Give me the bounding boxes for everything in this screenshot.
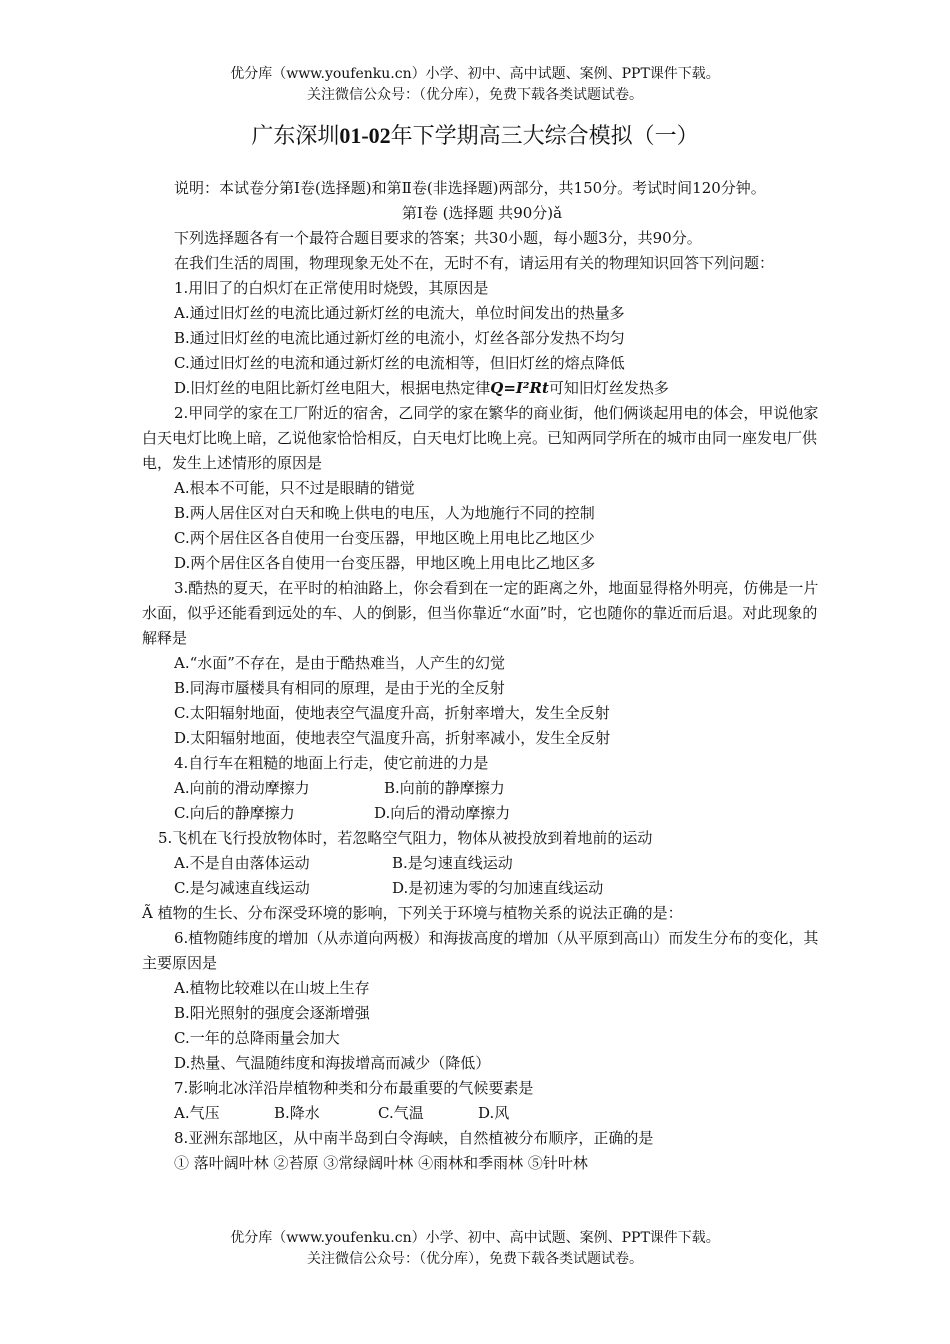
section-title: 第Ⅰ卷 (选择题 共90分)ǎ xyxy=(401,204,563,222)
q1-option-d-text: D.旧灯丝的电阻比新灯丝电阻大，根据电热定律 xyxy=(174,379,491,397)
q2-stem: 2.甲同学的家在工厂附近的宿舍，乙同学的家在繁华的商业街，他们俩谈起用电的体会，甲说他家白天电灯比晚上暗，乙说他家恰恰相反，白天电灯比晚上亮。已知两同学所在的城市由同一座发电厂供电，发生上述情形的原因是 xyxy=(142,404,819,472)
q1-option-a: A.通过旧灯丝的电流比通过新灯丝的电流大，单位时间发出的热量多 xyxy=(174,304,625,322)
footer-line-1: 优分库（www.youfenku.cn）小学、初中、高中试题、案例、PPT课件下载。 xyxy=(230,1230,720,1246)
q5-option-a: A.不是自由落体运动 xyxy=(174,854,310,872)
formula: Q=I²Rt xyxy=(490,379,549,397)
q5-option-b: B.是匀速直线运动 xyxy=(392,854,513,872)
q3-stem: 3.酷热的夏天，在平时的柏油路上，你会看到在一定的距离之外，地面显得格外明亮，仿佛是一片水面，似乎还能看到远处的车、人的倒影，但当你靠近“水面”时，它也随你的靠近而后退。对此现象的解释是 xyxy=(142,579,819,647)
q1-stem: 1.用旧了的白炽灯在正常使用时烧毁，其原因是 xyxy=(174,279,489,297)
physics-intro: 在我们生活的周围，物理现象无处不在，无时不有，请运用有关的物理知识回答下列问题： xyxy=(174,254,775,272)
exam-body xyxy=(142,176,822,1176)
q1-option-b: B.通过旧灯丝的电流比通过新灯丝的电流小，灯丝各部分发热不均匀 xyxy=(174,329,625,347)
page-title xyxy=(0,120,950,153)
q2-option-d: D.两个居住区各自使用一台变压器，甲地区晚上用电比乙地区多 xyxy=(174,554,596,572)
header-line-2: 关注微信公众号：（优分库），免费下载各类试题试卷。 xyxy=(307,87,643,103)
plant-intro: Ã 植物的生长、分布深受环境的影响，下列关于环境与植物关系的说法正确的是： xyxy=(142,904,683,922)
q1-option-d-suffix: 可知旧灯丝发热多 xyxy=(548,379,669,397)
header-line-1: 优分库（www.youfenku.cn）小学、初中、高中试题、案例、PPT课件下载。 xyxy=(230,66,720,82)
q4-option-d: D.向后的滑动摩擦力 xyxy=(374,804,511,822)
q3-option-a: A.“水面”不存在，是由于酷热难当，人产生的幻觉 xyxy=(174,654,505,672)
title-bold: 01-02 xyxy=(339,123,391,148)
q1-option-d xyxy=(142,376,822,401)
q7-option-d: D.风 xyxy=(478,1104,510,1122)
q8-items: ① 落叶阔叶林 ②苔原 ③常绿阔叶林 ④雨林和季雨林 ⑤针叶林 xyxy=(174,1154,588,1172)
q7-options-row xyxy=(142,1101,822,1126)
q1-option-c: C.通过旧灯丝的电流和通过新灯丝的电流相等，但旧灯丝的熔点降低 xyxy=(174,354,625,372)
q7-option-c: C.气温 xyxy=(378,1104,424,1122)
q2-option-c: C.两个居住区各自使用一台变压器，甲地区晚上用电比乙地区少 xyxy=(174,529,595,547)
q6-stem: 6.植物随纬度的增加（从赤道向两极）和海拔高度的增加（从平原到高山）而发生分布的变化，其主要原因是 xyxy=(142,929,819,972)
q6-option-b: B.阳光照射的强度会逐渐增强 xyxy=(174,1004,370,1022)
q5-option-d: D.是初速为零的匀加速直线运动 xyxy=(392,879,604,897)
q2-option-a: A.根本不可能，只不过是眼睛的错觉 xyxy=(174,479,415,497)
q6-option-c: C.一年的总降雨量会加大 xyxy=(174,1029,340,1047)
q7-stem: 7.影响北冰洋沿岸植物种类和分布最重要的气候要素是 xyxy=(174,1079,534,1097)
q4-option-a: A.向前的滑动摩擦力 xyxy=(174,779,310,797)
q7-option-b: B.降水 xyxy=(274,1104,320,1122)
q6-option-d: D.热量、气温随纬度和海拔增高而减少（降低） xyxy=(174,1054,491,1072)
q5-options-row-2 xyxy=(142,876,822,901)
q3-option-b: B.同海市蜃楼具有相同的原理，是由于光的全反射 xyxy=(174,679,505,697)
q5-options-row-1 xyxy=(142,851,822,876)
q2-option-b: B.两人居住区对白天和晚上供电的电压，人为地施行不同的控制 xyxy=(174,504,595,522)
instructions: 下列选择题各有一个最符合题目要求的答案；共30小题，每小题3分，共90分。 xyxy=(174,229,702,247)
title-prefix: 广东深圳 xyxy=(251,124,340,149)
footer-line-2: 关注微信公众号：（优分库），免费下载各类试题试卷。 xyxy=(307,1251,643,1267)
q4-option-b: B.向前的静摩擦力 xyxy=(384,779,505,797)
intro-text: 说明：本试卷分第Ⅰ卷(选择题)和第Ⅱ卷(非选择题)两部分，共150分。考试时间120分钟。 xyxy=(174,179,766,197)
q4-options-row-1 xyxy=(142,776,822,801)
q4-option-c: C.向后的静摩擦力 xyxy=(174,804,295,822)
q3-option-c: C.太阳辐射地面，使地表空气温度升高，折射率增大，发生全反射 xyxy=(174,704,610,722)
q6-option-a: A.植物比较难以在山坡上生存 xyxy=(174,979,370,997)
q5-option-c: C.是匀减速直线运动 xyxy=(174,879,310,897)
q3-option-d: D.太阳辐射地面，使地表空气温度升高，折射率减小，发生全反射 xyxy=(174,729,611,747)
q8-stem: 8.亚洲东部地区，从中南半岛到白令海峡，自然植被分布顺序，正确的是 xyxy=(174,1129,654,1147)
title-suffix: 年下学期高三大综合模拟（一） xyxy=(390,124,699,149)
q4-options-row-2 xyxy=(142,801,822,826)
q7-option-a: A.气压 xyxy=(174,1104,220,1122)
q4-stem: 4.自行车在粗糙的地面上行走，使它前进的力是 xyxy=(174,754,489,772)
q5-stem: 5.飞机在飞行投放物体时，若忽略空气阻力，物体从被投放到着地前的运动 xyxy=(158,829,653,847)
